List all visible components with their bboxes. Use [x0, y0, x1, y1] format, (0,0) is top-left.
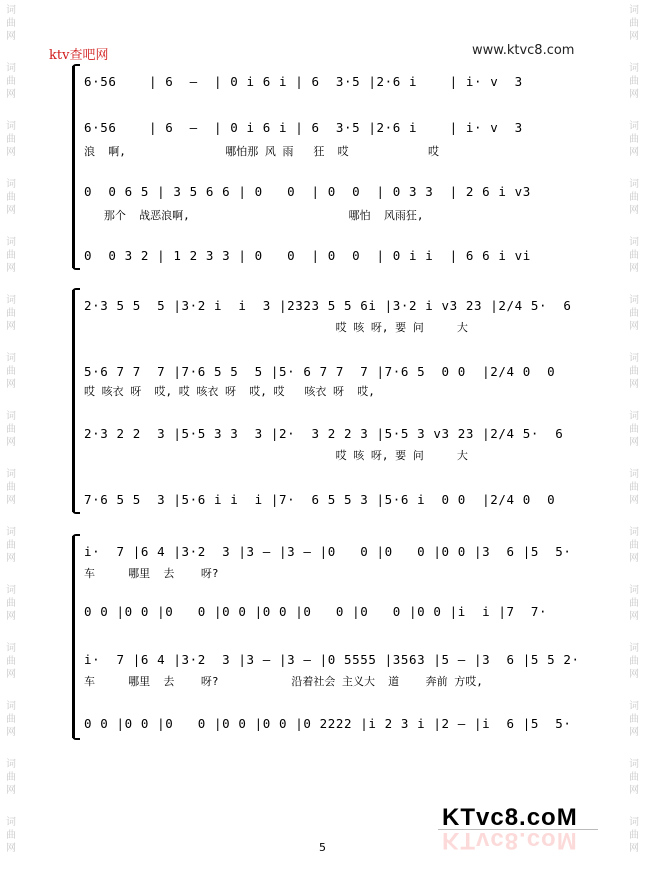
side-watermark-group: 词 曲 网 [629, 701, 639, 738]
side-watermark-group: 词 曲 网 [629, 179, 639, 216]
side-watermark-group: 词 曲 网 [6, 353, 16, 390]
lyrics-line: 哎 咳衣 呀 哎, 哎 咳衣 呀 哎, 哎 咳衣 呀 哎, [84, 385, 375, 398]
staff-4 [72, 488, 597, 512]
side-watermark-group: 词 曲 网 [6, 469, 16, 506]
staff-2 [72, 116, 597, 140]
staff-notes: i· 7 |6 4 |3·2 3 |3 – |3 – |0 0 |0 0 |0 0 |3 6 |5 5· [84, 544, 572, 559]
staff-notes: 7·6 5 5 3 |5·6 i i i |7· 6 5 5 3 |5·6 i 0 0 |2/4 0 0 [84, 492, 556, 507]
staff-notes: 0 0 6 5 | 3 5 6 6 | 0 0 | 0 0 | 0 3 3 | 2 6 i v3 [84, 184, 531, 199]
side-watermark-group: 词 曲 网 [6, 701, 16, 738]
side-watermark-group: 词 曲 网 [6, 121, 16, 158]
staff-notes: 6·56 | 6 – | 0 i 6 i | 6 3·5 |2·6 i | i· v 3 [84, 120, 523, 135]
site-logo-reflection: KTvc8.coM [442, 827, 578, 854]
side-watermark-group: 词 曲 网 [6, 411, 16, 448]
system-2 [72, 290, 597, 512]
side-watermark-group: 词 曲 网 [629, 63, 639, 100]
side-watermark-group: 词 曲 网 [629, 527, 639, 564]
system-1 [72, 66, 597, 268]
side-watermark-group: 词 曲 网 [6, 237, 16, 274]
lyrics-line: 车 哪里 去 呀? 沿着社会 主义大 道 奔前 方哎, [84, 675, 483, 688]
staff-3 [72, 422, 597, 446]
side-watermark-group: 词 曲 网 [6, 63, 16, 100]
staff-2 [72, 360, 597, 384]
system-brace [72, 290, 81, 512]
side-watermark-group: 词 曲 网 [629, 121, 639, 158]
staff-1 [72, 540, 597, 564]
side-watermark-group: 词 曲 网 [629, 295, 639, 332]
lyrics-line: 哎 咳 呀, 要 问 大 [84, 321, 468, 334]
side-watermark-group: 词 曲 网 [629, 237, 639, 274]
staff-notes: 0 0 3 2 | 1 2 3 3 | 0 0 | 0 0 | 0 i i | 6 6 i vi [84, 248, 531, 263]
staff-4 [72, 244, 597, 268]
side-watermark-group: 词 曲 网 [629, 5, 639, 42]
page-number: 5 [319, 841, 326, 854]
staff-notes: 5·6 7 7 7 |7·6 5 5 5 |5· 6 7 7 7 |7·6 5 0 0 |2/4 0 0 [84, 364, 556, 379]
staff-notes: 6·56 | 6 – | 0 i 6 i | 6 3·5 |2·6 i | i· v 3 [84, 74, 523, 89]
side-watermark-group: 词 曲 网 [6, 5, 16, 42]
staff-notes: 2·3 2 2 3 |5·5 3 3 3 |2· 3 2 2 3 |5·5 3 v3 23 |2/4 5· 6 [84, 426, 564, 441]
staff-1 [72, 70, 597, 94]
site-url-right: www.ktvc8.com [472, 43, 575, 58]
side-watermark-group: 词 曲 网 [6, 179, 16, 216]
staff-4 [72, 712, 597, 736]
staff-2 [72, 600, 597, 624]
side-watermark-group: 词 曲 网 [629, 817, 639, 854]
staff-1 [72, 294, 597, 318]
staff-notes: 0 0 |0 0 |0 0 |0 0 |0 0 |0 0 |0 0 |0 0 |i i |7 7· [84, 604, 548, 619]
side-watermark-group: 词 曲 网 [629, 353, 639, 390]
side-watermark-group: 词 曲 网 [6, 585, 16, 622]
side-watermark-group: 词 曲 网 [629, 643, 639, 680]
lyrics-line: 车 哪里 去 呀? [84, 567, 219, 580]
system-brace [72, 536, 81, 738]
system-brace [72, 66, 81, 268]
side-watermark-group: 词 曲 网 [629, 469, 639, 506]
system-3 [72, 536, 597, 738]
side-watermark-group: 词 曲 网 [629, 759, 639, 796]
side-watermark-group: 词 曲 网 [6, 295, 16, 332]
staff-notes: 0 0 |0 0 |0 0 |0 0 |0 0 |0 2222 |i 2 3 i |2 – |i 6 |5 5· [84, 716, 572, 731]
side-watermark-group: 词 曲 网 [629, 585, 639, 622]
side-watermark-group: 词 曲 网 [6, 527, 16, 564]
staff-3 [72, 180, 597, 204]
staff-notes: 2·3 5 5 5 |3·2 i i 3 |2323 5 5 6i |3·2 i v3 23 |2/4 5· 6 [84, 298, 572, 313]
side-watermark-left [3, 4, 19, 874]
side-watermark-group: 词 曲 网 [6, 643, 16, 680]
lyrics-line: 哎 咳 呀, 要 问 大 [84, 449, 468, 462]
staff-notes: i· 7 |6 4 |3·2 3 |3 – |3 – |0 5555 |3563 |5 – |3 6 |5 5 2· [84, 652, 580, 667]
side-watermark-group: 词 曲 网 [6, 817, 16, 854]
lyrics-line: 那个 战恶浪啊, 哪怕 风雨狂, [84, 209, 424, 222]
site-logo: KTvc8.coM [442, 804, 578, 831]
site-name-left: ktv查吧网 [49, 48, 109, 63]
lyrics-line: 浪 啊, 哪怕那 风 雨 狂 哎 哎 [84, 145, 440, 158]
side-watermark-right [626, 4, 642, 874]
side-watermark-group: 词 曲 网 [629, 411, 639, 448]
staff-3 [72, 648, 597, 672]
side-watermark-group: 词 曲 网 [6, 759, 16, 796]
